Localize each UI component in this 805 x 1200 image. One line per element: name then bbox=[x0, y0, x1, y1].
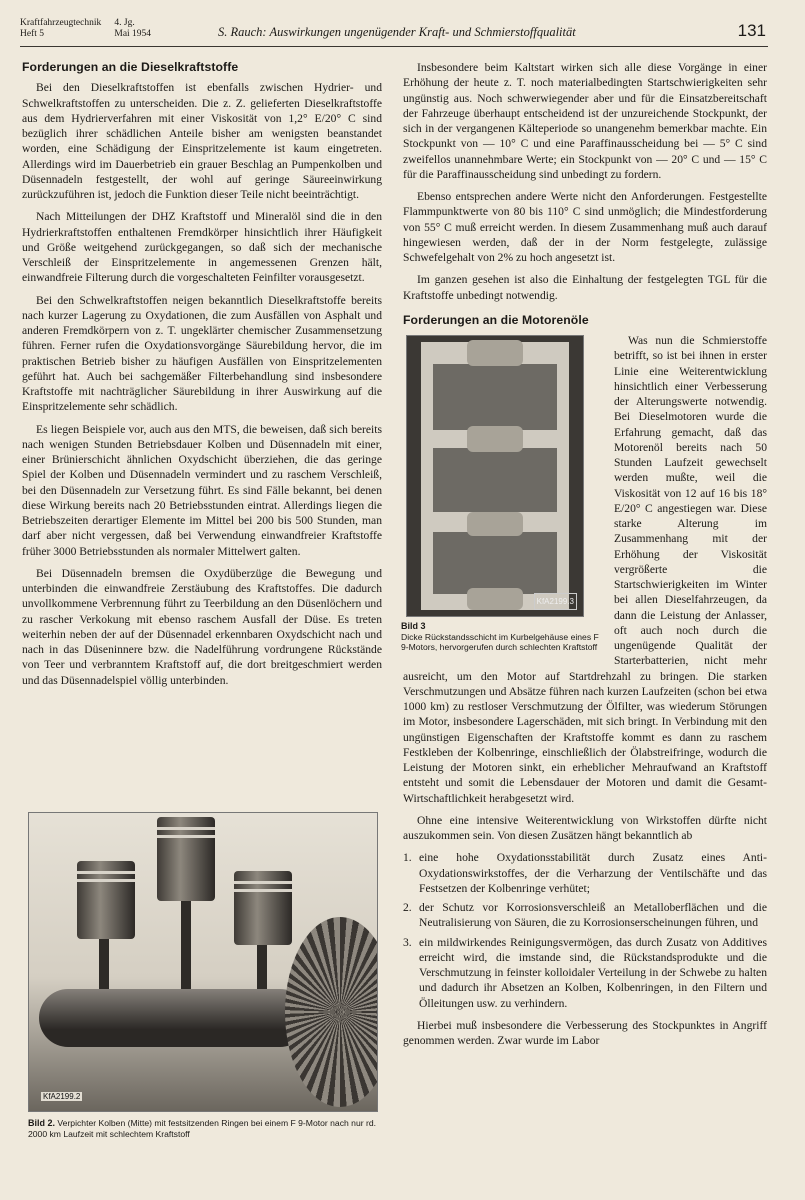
journal-info bbox=[20, 18, 151, 40]
right-column bbox=[403, 60, 767, 1055]
journal-date: Mai 1954 bbox=[114, 29, 152, 39]
figure-3 bbox=[401, 335, 604, 653]
running-title: S. Rauch: Auswirkungen ungenügender Kraft- und Schmierstoffqualität bbox=[218, 25, 576, 39]
body-paragraph: Bei den Dieselkraftstoffen ist ebenfalls zwischen Hydrier- und Schwelkraftstoffen zu unterscheiden. Die z. Z. gelieferten Dieselkraftstoffe aus dem Hydrierverfahren mit einer Viskosität von 1,2° E/20° C sind bezüglich ihrer schädlichen Anteile bisher am wenigsten beanstandet worden, eine Schädigung der Einspritzelemente ist kaum eingetreten. Allerdings wird im Dauerbetrieb ein grauer Beschlag an Pumpenkolben und Düsennadeln festgestellt, der wohl auf geringe Säureeinwirkung zurückzuführen ist, jedoch die Funktion dieser Teile nicht beeinträchtigt. bbox=[22, 81, 382, 201]
body-paragraph: Im ganzen gesehen ist also die Einhaltung der festgelegten TGL für die Kraftstoffe unbedingt notwendig. bbox=[403, 273, 767, 302]
body-paragraph: Bei Düsennadeln bremsen die Oxydüberzüge die Bewegung und unterbinden die einwandfreie Zerstäubung des Kraftstoffes. Die dadurch unvollkommene Verbrennung führt zu Teerbildung an den Düsenlöchern und zu rascher Verkokung mit ebenso raschem Ausfall der Düse. Es treten weiterhin neben der auf der Düsennadel erkennbaren Oxydschicht nach und nach in das Düseninnere bzw. die Nadelführung vordrungene Rückstände von Teer und verbranntem Kraftstoff auf, die dort breitgeschmiert werden und das Düsennadelspiel völlig unterbinden. bbox=[22, 566, 382, 687]
page-number: 131 bbox=[737, 21, 766, 40]
figure-2-caption bbox=[28, 1118, 378, 1140]
body-paragraph: Bei den Schwelkraftstoffen neigen bekanntlich Dieselkraftstoffe bereits nach kurzer Lagerung zu Oxydationen, die zum Ausfällen von Asphalt und anderen Fremdkörpern von z. T. ungeklärter chemischer Zusammensetzung führen. Ferner rufen die Oxydationsvorgänge Säurebildung hervor, die im praktischen Betrieb bisher zu häufigen Ausfällen von Einspritzelementen geführt hat. Auch bei sachgemäßer Filterbehandlung sind insbesondere Kraftstoffe mit nachträglicher Säurebildung in ihrer Auswirkung auf die Einspritzelemente sehr schädlich. bbox=[22, 293, 382, 414]
section-heading-diesel: Forderungen an die Dieselkraftstoffe bbox=[22, 60, 239, 74]
body-paragraph: Ebenso entsprechen andere Werte nicht den Anforderungen. Festgestellte Flammpunktwerte von 80 bis 110° C sind unmöglich; die Mindestforderung von 55° C muß erreicht werden. In diesem Zusammenhang muß auch darauf hingewiesen werden, daß der in der Norm festgelegte, zulässige Schwefelgehalt von 2% zu hoch angesetzt ist. bbox=[403, 190, 767, 264]
body-paragraph: Nach Mitteilungen der DHZ Kraftstoff und Mineralöl sind die in den Hydrierkraftstoffen enthaltenen Fremdkörper hinsichtlich ihrer Häufigkeit und Größe weitgehend zurückgegangen, so daß sich der mechanische Verschleiß der Einspritzelemente in angemessenen Grenzen hält, einwandfreie Filterung durch die vorgeschalteten Feinfilter vorausgesetzt. bbox=[22, 210, 382, 285]
additive-list bbox=[403, 850, 767, 1011]
figure-3-label: Bild 3 bbox=[401, 621, 426, 631]
journal-volume: 4. Jg. bbox=[114, 18, 135, 28]
list-item: 2. der Schutz vor Korrosionsverschleiß an Metalloberflächen und die Neutralisierung von Säuren, die zu Korrosionserscheinungen führen, und bbox=[403, 901, 767, 930]
list-item: 3. ein mildwirkendes Reinigungsvermögen, das durch Zusatz von Additives erreicht wird, die imstande sind, die Rückstandsprodukte und die Verschmutzung in feinster kolloidaler Verteilung in der Schwebe zu halten und dadurch ihr Absetzen an Kolben, Kolbenringen, in den Filtern und Ölleitungen usw. zu verhindern. bbox=[403, 935, 767, 1010]
body-paragraph: Ohne eine intensive Weiterentwicklung von Wirkstoffen dürfte nicht auszukommen sein. Von diesen Zusätzen hängt bekanntlich ab bbox=[403, 813, 767, 842]
figure-2-tag: KfA2199.2 bbox=[43, 1092, 81, 1101]
body-paragraph: Was nun die Schmierstoffe betrifft, so ist bei ihnen in erster Linie eine Weiterentwicklung hinsichtlich einer Verbesserung der Alterungswerte notwendig. Bei Dieselmotoren wurde die Erfahrung gemacht, daß das Motorenöl bereits nach 50 Stunden Laufzeit gewechselt werden mußte, weil die Viskosität von 12 auf 16 bis 18° E/20° C angestiegen war. Diese starke Alterung im Zusammenhang mit der Erhöhung der Viskosität vergrößerte die Startschwierigkeiten im Winter bei allen Dieselfahrzeugen, da dann die Leistung der Anlasser, oft auch noch durch die ungenügende Qualität der Starterbatterien, nicht mehr ausreicht, um den Motor auf Startdrehzahl zu bringen. Die starken Verschmutzungen und Absätze führen nach kurzen Laufzeiten (schon bei etwa 1000 km) zu restloser Verschmutzung der Ölfilter, was wiederum Störungen im Motor, insbesondere Lagerschäden, mit sich bringt. In Verbindung mit den ungünstigen Eigenschaften der Kraftstoffe kommt es dann zu raschem Festkleben der Kolbenringe, einschließlich der Ölabstreifringe, wodurch die Leistung der Motoren sinkt, ein erheblicher Mehraufwand an Kraftstoff entsteht und somit die Lebensdauer der Motoren und damit die Gesamt-Wirtschaftlichkeit herabgesetzt wird. bbox=[403, 334, 767, 805]
running-header bbox=[20, 16, 768, 47]
body-paragraph: Hierbei muß insbesondere die Verbesserung des Stockpunktes in Angriff genommen werden. Zwar wurde im Labor bbox=[403, 1018, 767, 1047]
body-paragraph: Es liegen Beispiele vor, auch aus den MTS, die beweisen, daß sich bereits nach wenigen Stunden Betriebsdauer Kolben und Düsennadeln mit einer, einer Brünierschicht ähnlichen Oxydschicht überziehen, die das geringe Spiel der Kolben und Düsennadeln vermindert und zu raschem Verschleiß, bei den Düsennadeln zur Versetzung führt. Es sind Fälle bekannt, bei denen diese Wirkung bereits nach 20 Betriebsstunden eintrat. Allerdings liegen die Betriebszeiten derartiger Elemente im Mittel bei 200 bis 500 Stunden, man darf aber nicht vergessen, daß bei Verwendung einwandfreier Kraftstoffe früher 3000 Betriebsstunden als normaler Mittelwert galten. bbox=[22, 422, 382, 558]
section-heading-motoroil: Forderungen an die Motorenöle bbox=[403, 312, 589, 327]
figure-2-photo bbox=[28, 812, 378, 1112]
figure-3-caption bbox=[401, 621, 604, 653]
list-item: 1. eine hohe Oxydationsstabilität durch Zusatz eines Anti-Oxydationswirkstoffes, der die Verharzung der Ventilschäfte und das Festsetzen der Kolbenringe verhütet; bbox=[403, 851, 767, 895]
left-column bbox=[22, 60, 382, 695]
figure-3-tag: KfA2199.3 bbox=[534, 593, 577, 610]
figure-2-caption-text: Verpichter Kolben (Mitte) mit festsitzenden Ringen bei einem F 9-Motor nach nur rd. 2000 km Laufzeit mit schlechtem Kraftstoff bbox=[28, 1118, 376, 1139]
journal-issue: Heft 5 bbox=[20, 29, 45, 39]
body-paragraph: Insbesondere beim Kaltstart wirken sich alle diese Vorgänge in einer Erhöhung der heute z. T. noch materialbedingten Startschwierigkeiten sehr ungünstig aus. Noch schwerwiegender aber und für die Einsatzbereitschaft der Fahrzeuge überhaupt entscheidend ist der unzureichende Stockpunkt, der sich in der vergangenen Kälteperiode so unangenehm bemerkbar machte. Ein Stockpunkt von — 10° C und eine Paraffinausscheidung bei — 5° C sind zweifellos unannehmbare Werte; ein Stockpunkt von — 20° C und — 15° C für die Paraffinausscheidung sind unbedingt zu fordern. bbox=[403, 61, 767, 181]
journal-name: Kraftfahrzeugtechnik bbox=[20, 18, 102, 28]
figure-3-photo bbox=[406, 335, 584, 617]
figure-2-label: Bild 2. bbox=[28, 1118, 56, 1128]
figure-3-caption-text: Dicke Rückstandsschicht im Kurbelgehäuse eines F 9-Motors, hervorgerufen durch schlechten Kraftstoff bbox=[401, 631, 599, 652]
